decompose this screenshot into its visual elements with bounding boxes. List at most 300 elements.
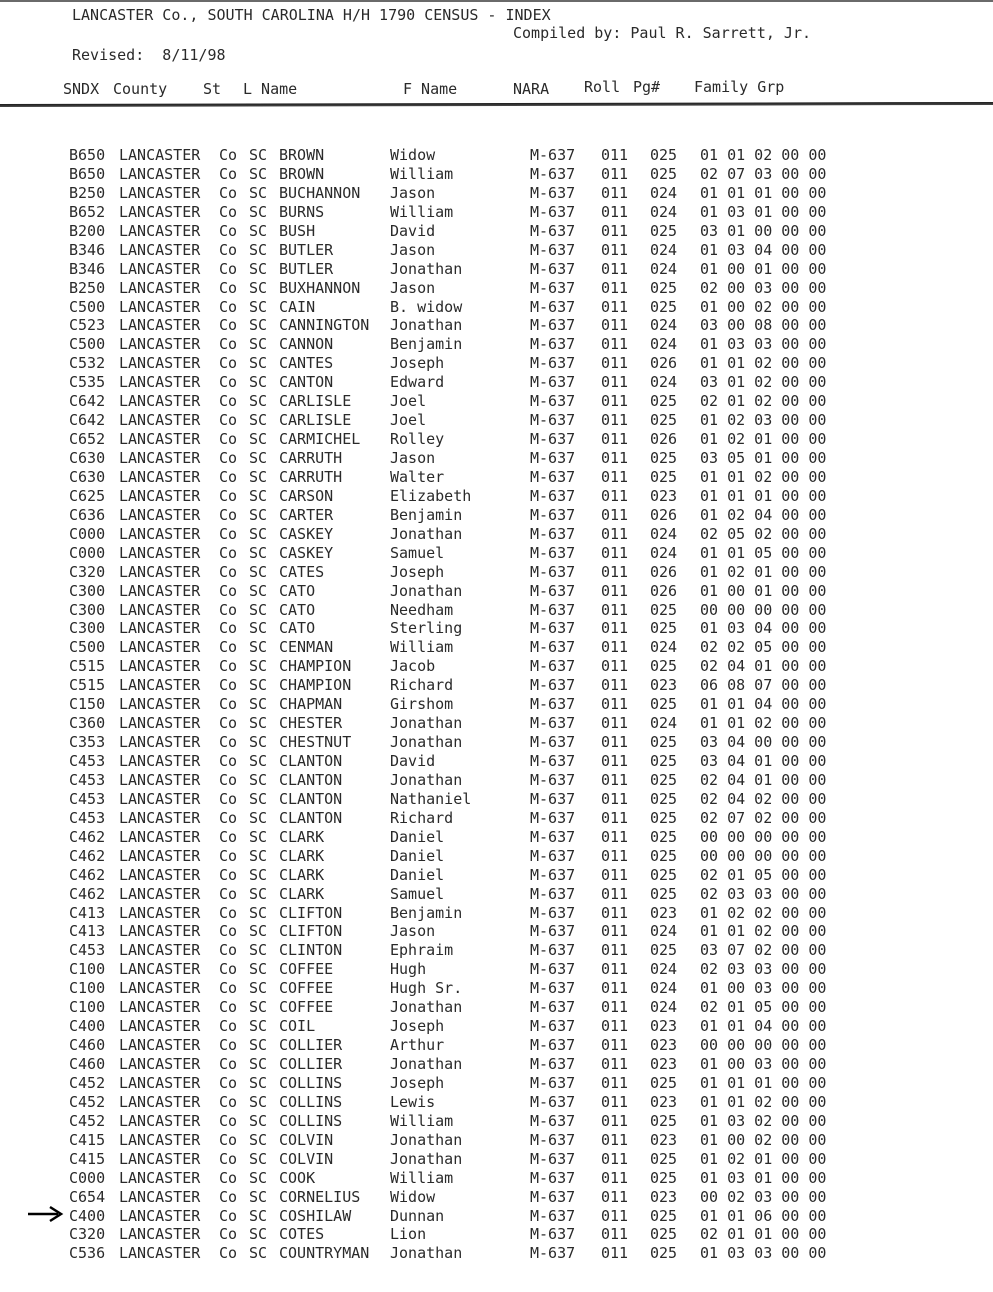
county-cell: LANCASTER <box>119 638 201 657</box>
family-group-cell: 00 00 00 00 00 <box>700 827 827 846</box>
sndx-cell: C300 <box>69 581 106 600</box>
first-name-cell: Lion <box>390 1225 427 1244</box>
county-cell: LANCASTER <box>119 297 201 316</box>
last-name-cell: CHESTER <box>279 714 343 733</box>
state-cell: SC <box>249 638 268 657</box>
county-cell: LANCASTER <box>119 1187 201 1206</box>
sndx-cell: B652 <box>69 202 106 221</box>
last-name-cell: CANNINGTON <box>279 316 370 335</box>
county-cell: LANCASTER <box>119 619 201 638</box>
page-cell: 025 <box>650 770 678 789</box>
first-name-cell: William <box>390 164 454 183</box>
column-header-roll: Roll <box>584 78 621 96</box>
table-row <box>0 241 993 260</box>
roll-cell: 011 <box>601 789 629 808</box>
family-group-cell: 01 02 02 00 00 <box>700 903 827 922</box>
last-name-cell: CARLISLE <box>279 392 352 411</box>
nara-cell: M-637 <box>530 335 576 354</box>
state-cell: SC <box>249 941 268 960</box>
table-row <box>0 165 993 184</box>
page-cell: 024 <box>650 638 678 657</box>
sndx-cell: B346 <box>69 259 106 278</box>
roll-cell: 011 <box>601 297 629 316</box>
table-row <box>0 885 993 904</box>
county-cell: LANCASTER <box>119 183 201 202</box>
table-row <box>0 468 993 487</box>
roll-cell: 011 <box>601 1130 629 1149</box>
roll-cell: 011 <box>601 164 629 183</box>
last-name-cell: CANTES <box>279 354 334 373</box>
first-name-cell: Daniel <box>390 846 445 865</box>
last-name-cell: CARLISLE <box>279 411 352 430</box>
co-cell: Co <box>219 467 238 486</box>
county-cell: LANCASTER <box>119 714 201 733</box>
table-row <box>0 487 993 506</box>
co-cell: Co <box>219 524 238 543</box>
roll-cell: 011 <box>601 392 629 411</box>
family-group-cell: 02 00 03 00 00 <box>700 278 827 297</box>
nara-cell: M-637 <box>530 543 576 562</box>
co-cell: Co <box>219 1036 238 1055</box>
table-row <box>0 941 993 960</box>
sndx-cell: C100 <box>69 998 106 1017</box>
family-group-cell: 02 02 05 00 00 <box>700 638 827 657</box>
last-name-cell: CLIFTON <box>279 922 343 941</box>
last-name-cell: CHAMPION <box>279 676 352 695</box>
last-name-cell: CLARK <box>279 884 325 903</box>
state-cell: SC <box>249 1168 268 1187</box>
roll-cell: 011 <box>601 846 629 865</box>
county-cell: LANCASTER <box>119 884 201 903</box>
page-cell: 025 <box>650 752 678 770</box>
family-group-cell: 02 01 05 00 00 <box>700 865 827 884</box>
sndx-cell: C300 <box>69 600 106 619</box>
county-cell: LANCASTER <box>119 467 201 486</box>
page-cell: 023 <box>650 903 678 922</box>
co-cell: Co <box>219 638 238 657</box>
last-name-cell: CLANTON <box>279 752 343 770</box>
roll-cell: 011 <box>601 316 629 335</box>
co-cell: Co <box>219 789 238 808</box>
page-cell: 024 <box>650 979 678 998</box>
state-cell: SC <box>249 411 268 430</box>
last-name-cell: CARRUTH <box>279 467 343 486</box>
sndx-cell: C353 <box>69 733 106 752</box>
nara-cell: M-637 <box>530 164 576 183</box>
county-cell: LANCASTER <box>119 278 201 297</box>
county-cell: LANCASTER <box>119 316 201 335</box>
roll-cell: 011 <box>601 449 629 467</box>
county-cell: LANCASTER <box>119 1111 201 1130</box>
first-name-cell: B. widow <box>390 297 463 316</box>
sndx-cell: C515 <box>69 657 106 676</box>
table-row <box>0 657 993 676</box>
family-group-cell: 01 03 01 00 00 <box>700 202 827 221</box>
roll-cell: 011 <box>601 979 629 998</box>
co-cell: Co <box>219 619 238 638</box>
state-cell: SC <box>249 316 268 335</box>
county-cell: LANCASTER <box>119 600 201 619</box>
last-name-cell: COLLINS <box>279 1073 343 1092</box>
roll-cell: 011 <box>601 373 629 392</box>
nara-cell: M-637 <box>530 695 576 714</box>
family-group-cell: 02 01 01 00 00 <box>700 1225 827 1244</box>
first-name-cell: William <box>390 1168 454 1187</box>
roll-cell: 011 <box>601 1111 629 1130</box>
first-name-cell: Nathaniel <box>390 789 472 808</box>
co-cell: Co <box>219 278 238 297</box>
family-group-cell: 00 02 03 00 00 <box>700 1187 827 1206</box>
table-row <box>0 563 993 582</box>
last-name-cell: BROWN <box>279 164 325 183</box>
co-cell: Co <box>219 354 238 373</box>
sndx-cell: C452 <box>69 1111 106 1130</box>
sndx-cell: C100 <box>69 979 106 998</box>
sndx-cell: C625 <box>69 486 106 505</box>
roll-cell: 011 <box>601 354 629 373</box>
page-cell: 025 <box>650 146 678 164</box>
county-cell: LANCASTER <box>119 695 201 714</box>
state-cell: SC <box>249 903 268 922</box>
sndx-cell: C000 <box>69 1168 106 1187</box>
table-row <box>0 1036 993 1055</box>
last-name-cell: CATO <box>279 600 316 619</box>
table-row <box>0 1150 993 1169</box>
column-header-st: St <box>203 80 222 98</box>
roll-cell: 011 <box>601 430 629 449</box>
state-cell: SC <box>249 979 268 998</box>
state-cell: SC <box>249 827 268 846</box>
state-cell: SC <box>249 752 268 770</box>
first-name-cell: Joseph <box>390 1017 445 1036</box>
roll-cell: 011 <box>601 1055 629 1073</box>
last-name-cell: CARRUTH <box>279 449 343 467</box>
family-group-cell: 01 00 02 00 00 <box>700 1130 827 1149</box>
table-row <box>0 392 993 411</box>
first-name-cell: Arthur <box>390 1036 445 1055</box>
roll-cell: 011 <box>601 770 629 789</box>
last-name-cell: CATO <box>279 619 316 638</box>
page-cell: 025 <box>650 1225 678 1244</box>
roll-cell: 011 <box>601 998 629 1017</box>
co-cell: Co <box>219 259 238 278</box>
nara-cell: M-637 <box>530 221 576 240</box>
table-row <box>0 676 993 695</box>
county-cell: LANCASTER <box>119 789 201 808</box>
co-cell: Co <box>219 202 238 221</box>
page-cell: 025 <box>650 808 678 827</box>
column-header-sndx: SNDX <box>63 80 100 98</box>
state-cell: SC <box>249 600 268 619</box>
page-cell: 026 <box>650 505 678 524</box>
sndx-cell: C500 <box>69 638 106 657</box>
state-cell: SC <box>249 581 268 600</box>
family-group-cell: 03 07 02 00 00 <box>700 941 827 960</box>
state-cell: SC <box>249 297 268 316</box>
page-cell: 024 <box>650 543 678 562</box>
co-cell: Co <box>219 1149 238 1168</box>
first-name-cell: Daniel <box>390 865 445 884</box>
county-cell: LANCASTER <box>119 960 201 979</box>
first-name-cell: Girshom <box>390 695 454 714</box>
co-cell: Co <box>219 752 238 770</box>
family-group-cell: 01 03 01 00 00 <box>700 1168 827 1187</box>
county-cell: LANCASTER <box>119 392 201 411</box>
last-name-cell: CLINTON <box>279 941 343 960</box>
nara-cell: M-637 <box>530 998 576 1017</box>
nara-cell: M-637 <box>530 922 576 941</box>
nara-cell: M-637 <box>530 638 576 657</box>
page-cell: 023 <box>650 1036 678 1055</box>
first-name-cell: Jason <box>390 449 436 467</box>
revised-date: Revised: 8/11/98 <box>72 46 226 64</box>
co-cell: Co <box>219 827 238 846</box>
first-name-cell: Jonathan <box>390 1244 463 1263</box>
table-row <box>0 203 993 222</box>
state-cell: SC <box>249 676 268 695</box>
table-row <box>0 1093 993 1112</box>
page-cell: 024 <box>650 202 678 221</box>
nara-cell: M-637 <box>530 1206 576 1225</box>
county-cell: LANCASTER <box>119 1168 201 1187</box>
last-name-cell: COLLINS <box>279 1111 343 1130</box>
roll-cell: 011 <box>601 865 629 884</box>
co-cell: Co <box>219 922 238 941</box>
column-header-fname: F Name <box>403 80 458 98</box>
co-cell: Co <box>219 505 238 524</box>
family-group-cell: 01 00 02 00 00 <box>700 297 827 316</box>
sndx-cell: C415 <box>69 1130 106 1149</box>
page-cell: 025 <box>650 941 678 960</box>
family-group-cell: 01 01 02 00 00 <box>700 467 827 486</box>
co-cell: Co <box>219 392 238 411</box>
last-name-cell: CARSON <box>279 486 334 505</box>
state-cell: SC <box>249 1073 268 1092</box>
sndx-cell: C415 <box>69 1149 106 1168</box>
first-name-cell: William <box>390 638 454 657</box>
county-cell: LANCASTER <box>119 941 201 960</box>
page-cell: 025 <box>650 1149 678 1168</box>
roll-cell: 011 <box>601 941 629 960</box>
first-name-cell: Jonathan <box>390 714 463 733</box>
sndx-cell: C400 <box>69 1017 106 1036</box>
page-cell: 026 <box>650 430 678 449</box>
nara-cell: M-637 <box>530 941 576 960</box>
family-group-cell: 01 03 04 00 00 <box>700 619 827 638</box>
last-name-cell: COFFEE <box>279 979 334 998</box>
roll-cell: 011 <box>601 1036 629 1055</box>
nara-cell: M-637 <box>530 411 576 430</box>
page-cell: 023 <box>650 1092 678 1111</box>
last-name-cell: COLLINS <box>279 1092 343 1111</box>
nara-cell: M-637 <box>530 676 576 695</box>
co-cell: Co <box>219 1111 238 1130</box>
page-cell: 025 <box>650 278 678 297</box>
page-cell: 025 <box>650 827 678 846</box>
table-row <box>0 582 993 601</box>
co-cell: Co <box>219 979 238 998</box>
sndx-cell: C000 <box>69 524 106 543</box>
county-cell: LANCASTER <box>119 865 201 884</box>
nara-cell: M-637 <box>530 183 576 202</box>
state-cell: SC <box>249 1055 268 1073</box>
co-cell: Co <box>219 1168 238 1187</box>
nara-cell: M-637 <box>530 1017 576 1036</box>
page-cell: 025 <box>650 1206 678 1225</box>
page-cell: 025 <box>650 164 678 183</box>
nara-cell: M-637 <box>530 619 576 638</box>
roll-cell: 011 <box>601 733 629 752</box>
roll-cell: 011 <box>601 1206 629 1225</box>
page-cell: 025 <box>650 619 678 638</box>
state-cell: SC <box>249 789 268 808</box>
last-name-cell: BUTLER <box>279 259 334 278</box>
sndx-cell: C360 <box>69 714 106 733</box>
sndx-cell: C300 <box>69 619 106 638</box>
first-name-cell: Benjamin <box>390 505 463 524</box>
table-row <box>0 714 993 733</box>
nara-cell: M-637 <box>530 1055 576 1073</box>
family-group-cell: 01 01 02 00 00 <box>700 146 827 164</box>
sndx-cell: C500 <box>69 335 106 354</box>
county-cell: LANCASTER <box>119 846 201 865</box>
first-name-cell: Jonathan <box>390 1055 463 1073</box>
co-cell: Co <box>219 297 238 316</box>
page-cell: 024 <box>650 316 678 335</box>
state-cell: SC <box>249 354 268 373</box>
roll-cell: 011 <box>601 467 629 486</box>
state-cell: SC <box>249 373 268 392</box>
table-row <box>0 373 993 392</box>
county-cell: LANCASTER <box>119 827 201 846</box>
co-cell: Co <box>219 430 238 449</box>
last-name-cell: CANNON <box>279 335 334 354</box>
roll-cell: 011 <box>601 486 629 505</box>
first-name-cell: Needham <box>390 600 454 619</box>
family-group-cell: 01 03 03 00 00 <box>700 1244 827 1263</box>
sndx-cell: C453 <box>69 808 106 827</box>
family-group-cell: 01 03 02 00 00 <box>700 1111 827 1130</box>
page-cell: 025 <box>650 1111 678 1130</box>
county-cell: LANCASTER <box>119 903 201 922</box>
nara-cell: M-637 <box>530 600 576 619</box>
first-name-cell: Jonathan <box>390 1149 463 1168</box>
first-name-cell: Benjamin <box>390 903 463 922</box>
first-name-cell: Jonathan <box>390 998 463 1017</box>
page-cell: 023 <box>650 676 678 695</box>
table-row <box>0 809 993 828</box>
family-group-cell: 00 00 00 00 00 <box>700 1036 827 1055</box>
first-name-cell: David <box>390 221 436 240</box>
table-row <box>0 695 993 714</box>
roll-cell: 011 <box>601 1092 629 1111</box>
last-name-cell: BUCHANNON <box>279 183 361 202</box>
table-row <box>0 733 993 752</box>
last-name-cell: COFFEE <box>279 998 334 1017</box>
page-cell: 025 <box>650 1244 678 1263</box>
co-cell: Co <box>219 808 238 827</box>
page-cell: 025 <box>650 297 678 316</box>
state-cell: SC <box>249 543 268 562</box>
last-name-cell: COUNTRYMAN <box>279 1244 370 1263</box>
column-header-nara: NARA <box>513 80 550 98</box>
state-cell: SC <box>249 430 268 449</box>
last-name-cell: CATO <box>279 581 316 600</box>
table-row <box>0 222 993 241</box>
sndx-cell: C636 <box>69 505 106 524</box>
nara-cell: M-637 <box>530 524 576 543</box>
first-name-cell: Widow <box>390 146 436 164</box>
nara-cell: M-637 <box>530 903 576 922</box>
sndx-cell: C460 <box>69 1055 106 1073</box>
sndx-cell: B200 <box>69 221 106 240</box>
census-table <box>0 146 993 1263</box>
table-row <box>0 619 993 638</box>
family-group-cell: 01 01 05 00 00 <box>700 543 827 562</box>
family-group-cell: 03 00 08 00 00 <box>700 316 827 335</box>
table-row <box>0 1055 993 1074</box>
co-cell: Co <box>219 1073 238 1092</box>
county-cell: LANCASTER <box>119 676 201 695</box>
last-name-cell: COIL <box>279 1017 316 1036</box>
county-cell: LANCASTER <box>119 259 201 278</box>
state-cell: SC <box>249 1149 268 1168</box>
family-group-cell: 02 07 03 00 00 <box>700 164 827 183</box>
sndx-cell: C515 <box>69 676 106 695</box>
sndx-cell: C400 <box>69 1206 106 1225</box>
nara-cell: M-637 <box>530 808 576 827</box>
nara-cell: M-637 <box>530 1036 576 1055</box>
sndx-cell: C150 <box>69 695 106 714</box>
co-cell: Co <box>219 1130 238 1149</box>
first-name-cell: Ephraim <box>390 941 454 960</box>
state-cell: SC <box>249 1130 268 1149</box>
page-cell: 024 <box>650 240 678 259</box>
state-cell: SC <box>249 1206 268 1225</box>
state-cell: SC <box>249 846 268 865</box>
roll-cell: 011 <box>601 1073 629 1092</box>
state-cell: SC <box>249 221 268 240</box>
family-group-cell: 06 08 07 00 00 <box>700 676 827 695</box>
co-cell: Co <box>219 1206 238 1225</box>
first-name-cell: Benjamin <box>390 335 463 354</box>
state-cell: SC <box>249 733 268 752</box>
last-name-cell: COLVIN <box>279 1149 334 1168</box>
family-group-cell: 02 03 03 00 00 <box>700 884 827 903</box>
state-cell: SC <box>249 486 268 505</box>
co-cell: Co <box>219 846 238 865</box>
sndx-cell: C500 <box>69 297 106 316</box>
roll-cell: 011 <box>601 335 629 354</box>
nara-cell: M-637 <box>530 1187 576 1206</box>
nara-cell: M-637 <box>530 354 576 373</box>
nara-cell: M-637 <box>530 770 576 789</box>
page-cell: 025 <box>650 411 678 430</box>
table-row <box>0 525 993 544</box>
page-cell: 025 <box>650 1168 678 1187</box>
table-row <box>0 1225 993 1244</box>
co-cell: Co <box>219 903 238 922</box>
co-cell: Co <box>219 1055 238 1073</box>
first-name-cell: Jonathan <box>390 524 463 543</box>
family-group-cell: 02 05 02 00 00 <box>700 524 827 543</box>
first-name-cell: Richard <box>390 676 454 695</box>
sndx-cell: C320 <box>69 1225 106 1244</box>
county-cell: LANCASTER <box>119 335 201 354</box>
co-cell: Co <box>219 449 238 467</box>
last-name-cell: COFFEE <box>279 960 334 979</box>
page-cell: 025 <box>650 392 678 411</box>
